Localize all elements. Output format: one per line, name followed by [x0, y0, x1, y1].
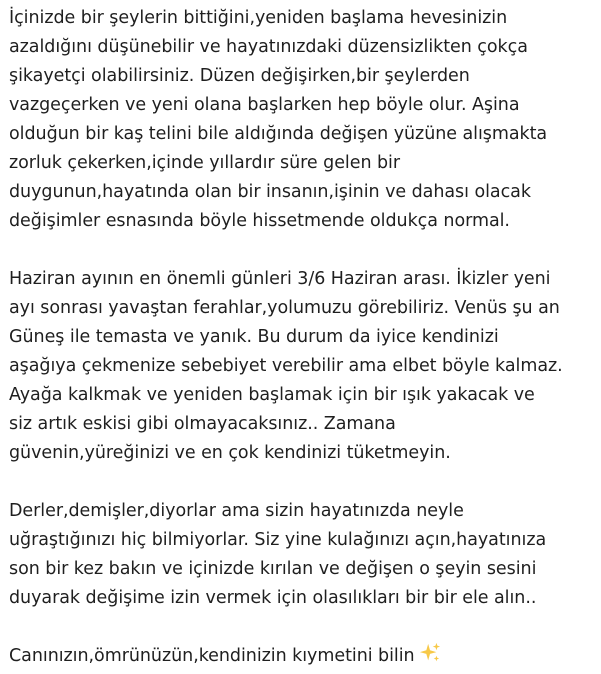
text-line: duygunun,hayatında olan bir insanın,işinin ve dahası olacak [9, 182, 531, 202]
closing-text: Canınızın,ömrünüzün,kendinizin kıymetini bilin [9, 646, 415, 666]
text-line: duyarak değişime izin vermek için olasılıkları bir bir ele alın.. [9, 588, 537, 608]
paragraph-1 [9, 4, 597, 236]
text-line: İçinizde bir şeylerin bittiğini,yeniden başlama hevesinizin [9, 8, 508, 28]
sparkles-icon [419, 642, 441, 664]
text-line: güvenin,yüreğinizi ve en çok kendinizi tüketmeyin. [9, 443, 451, 463]
text-line: şikayetçi olabilirsiniz. Düzen değişirken,bir şeylerden [9, 66, 470, 86]
text-line: değişimler esnasında böyle hissetmende oldukça normal. [9, 211, 510, 231]
paragraph-4 [9, 642, 597, 671]
post-body [9, 4, 597, 671]
text-line: Güneş ile temasta ve yanık. Bu durum da iyice kendinizi [9, 327, 499, 347]
text-line: azaldığını düşünebilir ve hayatınızdaki düzensizlikten çokça [9, 37, 528, 57]
text-line: Haziran ayının en önemli günleri 3/6 Haziran arası. İkizler yeni [9, 269, 551, 289]
paragraph-3 [9, 497, 597, 613]
sparkle-small-top [432, 643, 439, 650]
text-line: son bir kez bakın ve içinizde kırılan ve değişen o şeyin sesini [9, 559, 537, 579]
text-line: Derler,demişler,diyorlar ama sizin hayatınızda neyle [9, 501, 464, 521]
text-line: olduğun bir kaş telini bile aldığında değişen yüzüne alışmakta [9, 124, 548, 144]
text-line: vazgeçerken ve yeni olana başlarken hep böyle olur. Aşina [9, 95, 520, 115]
paragraph-spacer [9, 468, 597, 497]
closing-line [9, 642, 597, 671]
paragraph-2 [9, 265, 597, 468]
text-line: Ayağa kalkmak ve yeniden başlamak için bir ışık yakacak ve [9, 385, 535, 405]
text-line: siz artık eskisi gibi olmayacaksınız.. Zamana [9, 414, 396, 434]
text-line: aşağıya çekmenize sebebiyet verebilir ama elbet böyle kalmaz. [9, 356, 563, 376]
paragraph-spacer [9, 613, 597, 642]
paragraph-spacer [9, 236, 597, 265]
text-line: ayı sonrası yavaştan ferahlar,yolumuzu görebiliriz. Venüs şu an [9, 298, 560, 318]
text-line: zorluk çekerken,içinde yıllardır süre gelen bir [9, 153, 401, 173]
text-line: uğraştığınızı hiç bilmiyorlar. Siz yine kulağınızı açın,hayatınıza [9, 530, 547, 550]
